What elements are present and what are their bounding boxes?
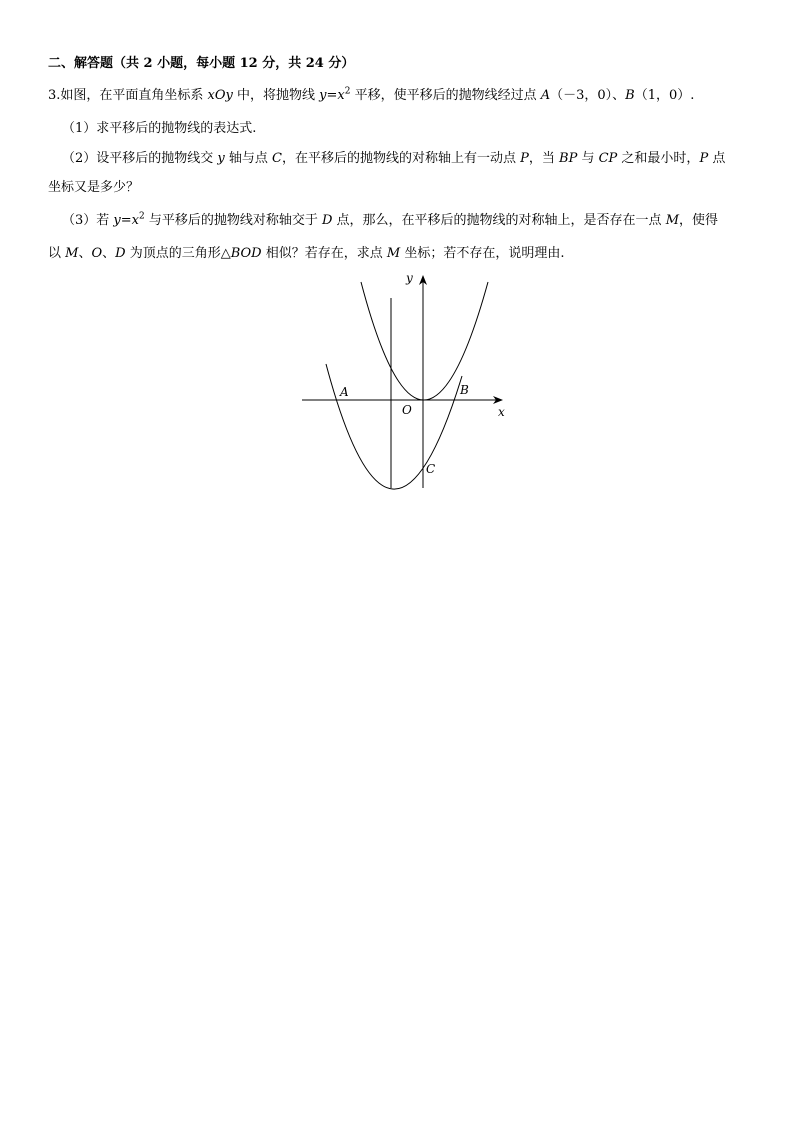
label-origin: O: [402, 403, 412, 417]
part2-point-c: C: [272, 151, 282, 166]
question-part-1: [62, 119, 256, 139]
part3-l2-sep1: 、: [78, 246, 92, 261]
stem-point-b: B: [625, 88, 635, 103]
label-point-b: B: [460, 383, 469, 397]
stem-system: xOy: [207, 88, 233, 103]
label-point-a: A: [340, 385, 349, 399]
original-parabola: [361, 282, 488, 400]
part2-t5: 之和最小时，: [617, 151, 700, 166]
part3-l2-m: M: [65, 246, 79, 261]
section-title: [48, 54, 354, 74]
part3-l2-m2: M: [386, 246, 401, 261]
question-part-3-continued: [48, 244, 564, 264]
part2-point-p2: P: [699, 151, 709, 166]
label-x-axis: x: [498, 405, 505, 419]
stem-point-a-coords: （－3，0）、: [550, 88, 626, 103]
part2-t1: 轴与点: [224, 151, 273, 166]
part2-t6: 点: [708, 151, 726, 166]
section-title-text: 二、解答题（共 2 小题，每小题 12 分，共 24 分）: [48, 56, 355, 71]
part3-t3: ，使得: [679, 213, 719, 228]
question-part-2: [62, 149, 725, 169]
part2-line2: 坐标又是多少？: [48, 180, 140, 195]
question-part-3: [62, 211, 718, 231]
part3-l2-t2: 相似？若存在，求点: [261, 246, 387, 261]
part3-t1: 与平移后的抛物线对称轴交于: [144, 213, 322, 228]
parabola-figure-svg: [296, 268, 510, 492]
stem-mid1: 中，将抛物线: [232, 88, 320, 103]
part3-prefix: （3）若: [62, 213, 114, 228]
stem-curve-exp: 2: [344, 86, 351, 97]
part2-axis: y: [217, 151, 225, 166]
question-stem: [48, 86, 694, 106]
parabola-figure: [296, 268, 510, 492]
label-y-axis: y: [406, 271, 413, 285]
part3-l2-prefix: 以: [48, 246, 66, 261]
part2-t3: ，当: [528, 151, 560, 166]
part3-t2: 点，那么，在平移后的抛物线的对称轴上，是否存在一点: [332, 213, 666, 228]
part3-l2-bod: BOD: [230, 246, 262, 261]
part3-point-m: M: [665, 213, 679, 228]
part2-t4: 与: [577, 151, 599, 166]
part3-l2-o: O: [91, 246, 103, 261]
stem-mid2: 平移，使平移后的抛物线经过点: [350, 88, 541, 103]
part3-curve: y=x: [113, 213, 139, 228]
label-point-c: C: [426, 462, 436, 476]
stem-point-b-coords: （1，0）.: [634, 88, 695, 103]
part2-point-p: P: [520, 151, 529, 166]
stem-prefix: 3.如图，在平面直角坐标系: [48, 88, 208, 103]
part3-l2-t1: 为顶点的三角形△: [125, 246, 231, 261]
part3-l2-sep2: 、: [102, 246, 116, 261]
part3-l2-d: D: [115, 246, 126, 261]
part2-prefix: （2）设平移后的抛物线交: [62, 151, 218, 166]
part3-point-d: D: [321, 213, 333, 228]
part2-t2: ，在平移后的抛物线的对称轴上有一动点: [281, 151, 521, 166]
translated-parabola: [326, 364, 462, 489]
part2-seg-bp: BP: [559, 151, 578, 166]
part3-curve-exp: 2: [138, 211, 145, 222]
stem-curve: y=x: [319, 88, 345, 103]
stem-point-a: A: [540, 88, 551, 103]
part1-text: （1）求平移后的抛物线的表达式.: [62, 121, 257, 136]
question-part-2-continued: [48, 178, 139, 198]
part3-l2-t3: 坐标；若不存在，说明理由.: [400, 246, 565, 261]
part2-seg-cp: CP: [598, 151, 618, 166]
